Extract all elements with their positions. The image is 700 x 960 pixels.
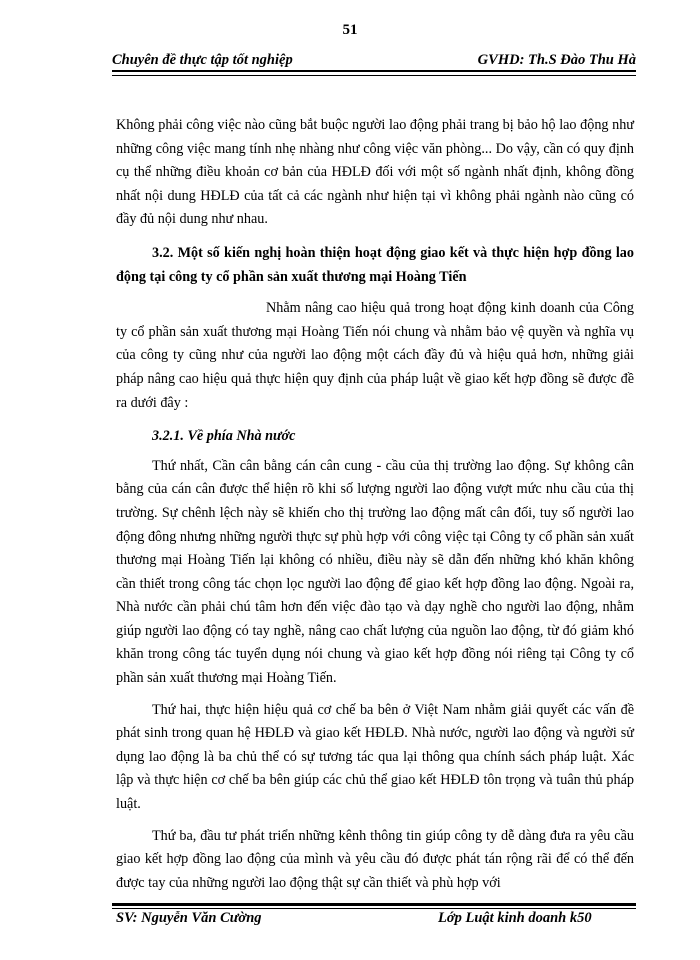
page-number: 51 — [342, 22, 358, 38]
body-paragraph: Không phải công việc nào cũng bắt buộc người lao động phải trang bị bảo hộ lao động như những công việc mang tính nhẹ nhàng như công việc văn phòng... Do vậy, cần có quy định cụ thể những điều khoản cơ bản của HĐLĐ đối với một số ngành nhất định, không đồng nhất nội dung HĐLĐ của tất cả các ngành như hiện tại vì không phải ngành nào cũng có đầy đủ nội dung như nhau. — [116, 117, 634, 228]
body-paragraph: Nhằm nâng cao hiệu quả trong hoạt động kinh doanh của Công ty cổ phần sản xuất thương mại Hoàng Tiến nói chung và nhằm bảo vệ quyền và nghĩa vụ của công ty cũng như của người lao động một cách đầy đủ và hiệu quả hơn, những giải pháp nâng cao hiệu quả thực hiện quy định của pháp luật về giao kết hợp đồng sẽ được đề ra dưới đây : — [116, 300, 634, 411]
page-header — [112, 48, 636, 72]
section-heading: 3.2. Một số kiến nghị hoàn thiện hoạt động giao kết và thực hiện hợp đồng lao động tại công ty cổ phần sản xuất thương mại Hoàng Tiến — [116, 244, 634, 285]
header-divider — [112, 75, 636, 76]
body-paragraph: Thứ nhất, Cần cân bằng cán cân cung - cầu của thị trường lao động. Sự không cân bằng của cán cân được thể hiện rõ khi số lượng người lao động vượt mức nhu cầu của thị trường. Sự chênh lệch này sẽ khiến cho thị trường lao động mất cân đối, tuy số người lao động đông nhưng những người thực sự phù hợp với công việc tại Công ty cổ phần sản xuất thương mại Hoàng Tiến lại không có nhiều, điều này sẽ dẫn đến những khó khăn không cần thiết trong công tác chọn lọc người lao động để giao kết hợp đồng lao động. Ngoài ra, Nhà nước cần phải chú tâm hơn đến việc đào tạo và dạy nghề cho người lao động, nhằm giúp người lao động có tay nghề, nâng cao chất lượng của nguồn lao động, từ đó giảm khó khăn trong công tác tuyển dụng nói chung và giao kết hợp đồng nói riêng tại Công ty cổ phần sản xuất thương mại Hoàng Tiến. — [116, 457, 634, 687]
header-supervisor: GVHD: Th.S Đào Thu Hà — [477, 52, 636, 68]
footer-class-name: Lớp Luật kinh doanh k50 — [438, 910, 592, 926]
body-paragraph: Thứ ba, đầu tư phát triển những kênh thông tin giúp công ty dễ dàng đưa ra yêu cầu giao kết hợp đồng lao động của mình và yêu cầu đó được phát tán rộng rãi để có thể đến được tay của những người lao động thật sự cần thiết và phù hợp với — [116, 827, 634, 891]
document-body — [116, 114, 634, 903]
footer-student-name: SV: Nguyễn Văn Cường — [116, 910, 262, 926]
subsection-heading: 3.2.1. Về phía Nhà nước — [152, 428, 296, 445]
footer-divider-thin — [112, 908, 636, 909]
body-paragraph: Thứ hai, thực hiện hiệu quả cơ chế ba bên ở Việt Nam nhằm giải quyết các vấn đề phát sinh trong quan hệ HĐLĐ và giao kết HĐLĐ. Nhà nước, người lao động và người sử dụng lao động là ba chủ thể có sự tương tác qua lại thông qua chính sách pháp luật. Xác lập và thực hiện cơ chế ba bên giúp các chủ thể giao kết HĐLĐ tôn trọng và tuân thủ pháp luật. — [116, 701, 634, 813]
footer-divider — [112, 903, 636, 906]
header-course-title: Chuyên đề thực tập tốt nghiệp — [112, 52, 293, 68]
